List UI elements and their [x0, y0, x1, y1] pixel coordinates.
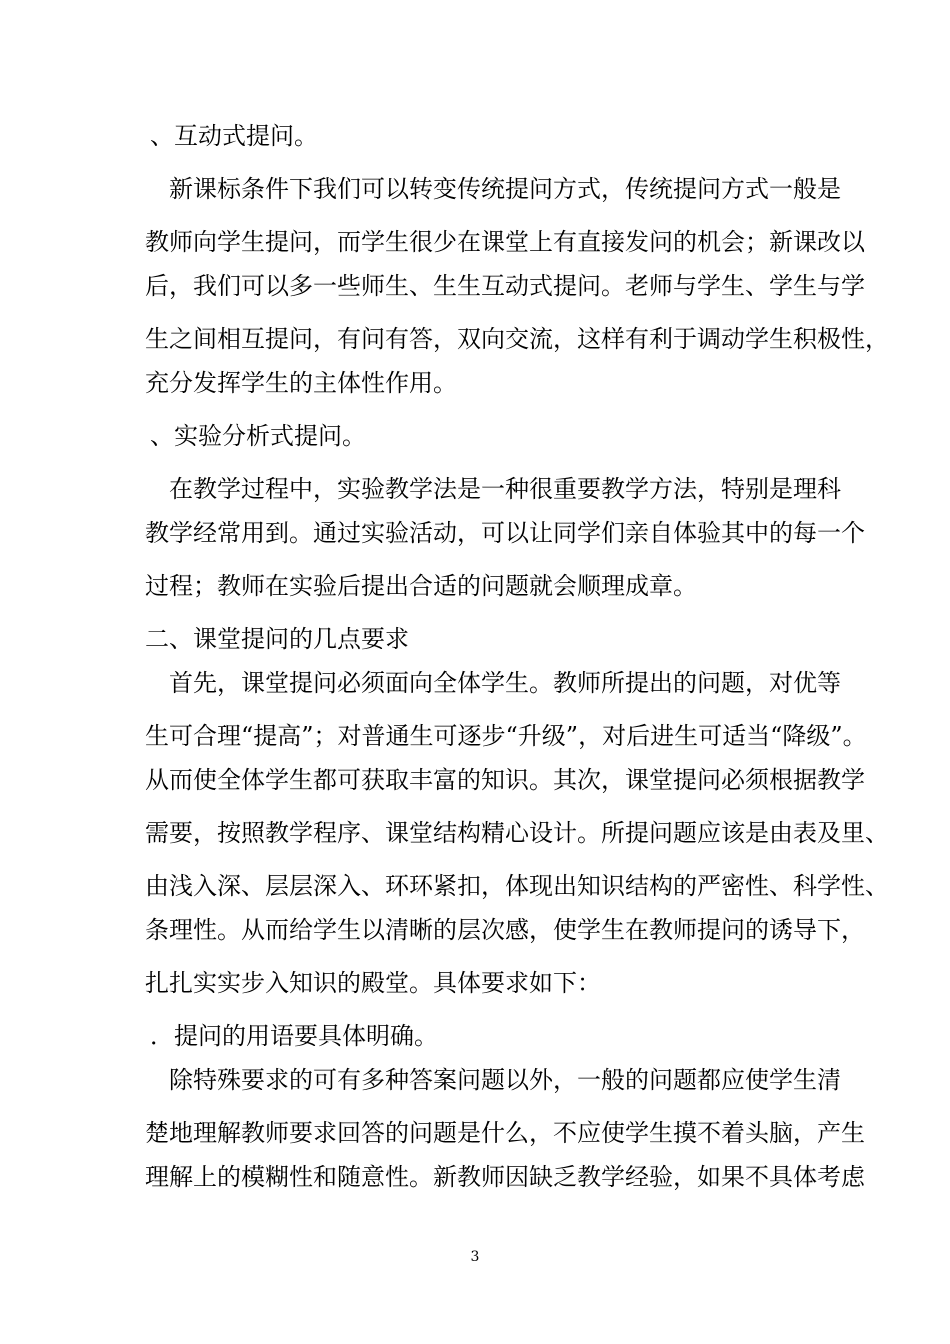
text-line: 后，我们可以多一些师生、生生互动式提问。老师与学生、学生与学 [145, 272, 865, 300]
page-number: 3 [470, 1249, 480, 1265]
text-line: 教师向学生提问，而学生很少在课堂上有直接发问的机会；新课改以 [145, 228, 865, 256]
text-line: ．提问的用语要具体明确。 [150, 1022, 438, 1050]
text-line: 充分发挥学生的主体性作用。 [145, 369, 457, 397]
text-line: 需要，按照教学程序、课堂结构精心设计。所提问题应该是由表及里、 [145, 819, 889, 847]
text-line: 、实验分析式提问。 [150, 422, 366, 450]
text-line: 从而使全体学生都可获取丰富的知识。其次，课堂提问必须根据教学 [145, 766, 865, 794]
text-line: 教学经常用到。通过实验活动，可以让同学们亲自体验其中的每一个 [145, 519, 865, 547]
text-line: 首先，课堂提问必须面向全体学生。教师所提出的问题，对优等 [145, 669, 841, 697]
text-line: 在教学过程中，实验教学法是一种很重要教学方法，特别是理科 [145, 475, 841, 503]
text-line: 新课标条件下我们可以转变传统提问方式，传统提问方式一般是 [145, 175, 841, 203]
text-line: 条理性。从而给学生以清晰的层次感，使学生在教师提问的诱导下， [145, 916, 865, 944]
text-line: 生之间相互提问，有问有答，双向交流，这样有利于调动学生积极性， [145, 325, 889, 353]
text-line: 理解上的模糊性和随意性。新教师因缺乏教学经验，如果不具体考虑 [145, 1163, 865, 1191]
text-line: 过程；教师在实验后提出合适的问题就会顺理成章。 [145, 572, 697, 600]
text-line: 生可合理“提高”；对普通生可逐步“升级”，对后进生可适当“降级”。 [145, 722, 867, 750]
section-heading: 二、课堂提问的几点要求 [145, 625, 409, 653]
text-line: 除特殊要求的可有多种答案问题以外，一般的问题都应使学生清 [145, 1066, 841, 1094]
text-line: 楚地理解教师要求回答的问题是什么，不应使学生摸不着头脑，产生 [145, 1119, 865, 1147]
text-line: 、互动式提问。 [150, 122, 318, 150]
text-line: 扎扎实实步入知识的殿堂。具体要求如下： [145, 969, 601, 997]
text-line: 由浅入深、层层深入、环环紧扣，体现出知识结构的严密性、科学性、 [145, 872, 889, 900]
